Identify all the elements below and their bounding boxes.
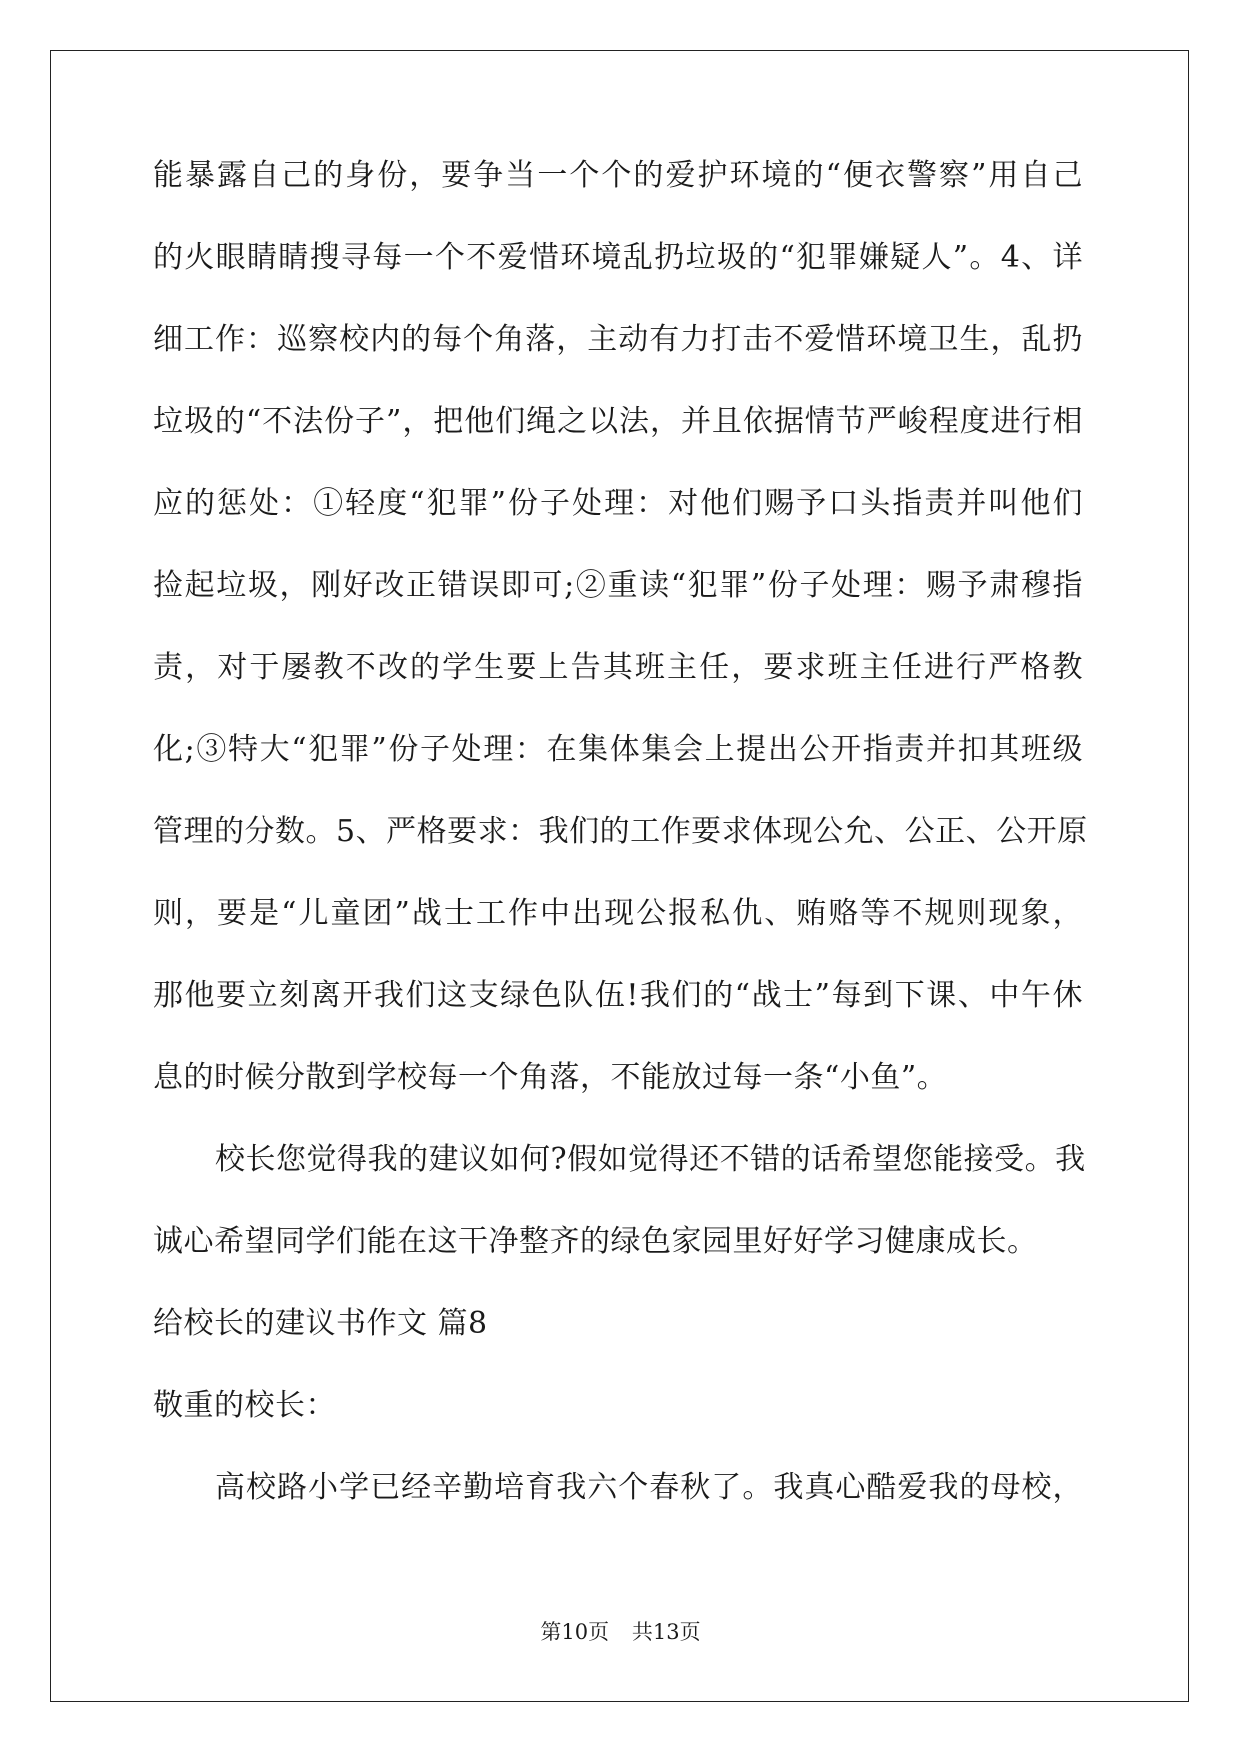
body-line: 管理的分数。5、严格要求：我们的工作要求体现公允、公正、公开原: [153, 814, 1088, 849]
body-line: 则，要是“儿童团”战士工作中出现公报私仇、贿赂等不规则现象，: [153, 896, 1083, 931]
body-line: 那他要立刻离开我们这支绿色队伍!我们的“战士”每到下课、中午休: [153, 978, 1083, 1013]
body-line: 息的时候分散到学校每一个角落，不能放过每一条“小鱼”。: [153, 1060, 948, 1095]
body-line: 诚心希望同学们能在这干净整齐的绿色家园里好好学习健康成长。: [153, 1224, 1038, 1259]
body-line: 的火眼睛睛搜寻每一个不爱惜环境乱扔垃圾的“犯罪嫌疑人”。4、详: [153, 240, 1083, 275]
page-footer: [0, 1620, 1241, 1644]
document-body: [153, 158, 1088, 1554]
salutation: 敬重的校长：: [153, 1388, 336, 1423]
body-line: 捡起垃圾，刚好改正错误即可;②重读“犯罪”份子处理：赐予肃穆指: [153, 568, 1083, 603]
current-page-number: 第10页: [540, 1620, 610, 1644]
body-line: 细工作：巡察校内的每个角落，主动有力打击不爱惜环境卫生，乱扔: [153, 322, 1083, 357]
body-line: 垃圾的“不法份子”，把他们绳之以法，并且依据情节严峻程度进行相: [153, 404, 1083, 439]
body-line: 能暴露自己的身份，要争当一个个的爱护环境的“便衣警察”用自己: [153, 158, 1083, 193]
paragraph-first-line: 高校路小学已经辛勤培育我六个春秋了。我真心酷爱我的母校，: [215, 1470, 1083, 1505]
body-line: 应的惩处：①轻度“犯罪”份子处理：对他们赐予口头指责并叫他们: [153, 486, 1083, 521]
body-line: 责，对于屡教不改的学生要上告其班主任，要求班主任进行严格教: [153, 650, 1083, 685]
paragraph-first-line: 校长您觉得我的建议如何?假如觉得还不错的话希望您能接受。我: [215, 1142, 1086, 1177]
section-heading: 给校长的建议书作文 篇8: [153, 1306, 488, 1341]
body-line: 化;③特大“犯罪”份子处理：在集体集会上提出公开指责并扣其班级: [153, 732, 1083, 767]
total-pages: 共13页: [631, 1620, 701, 1644]
